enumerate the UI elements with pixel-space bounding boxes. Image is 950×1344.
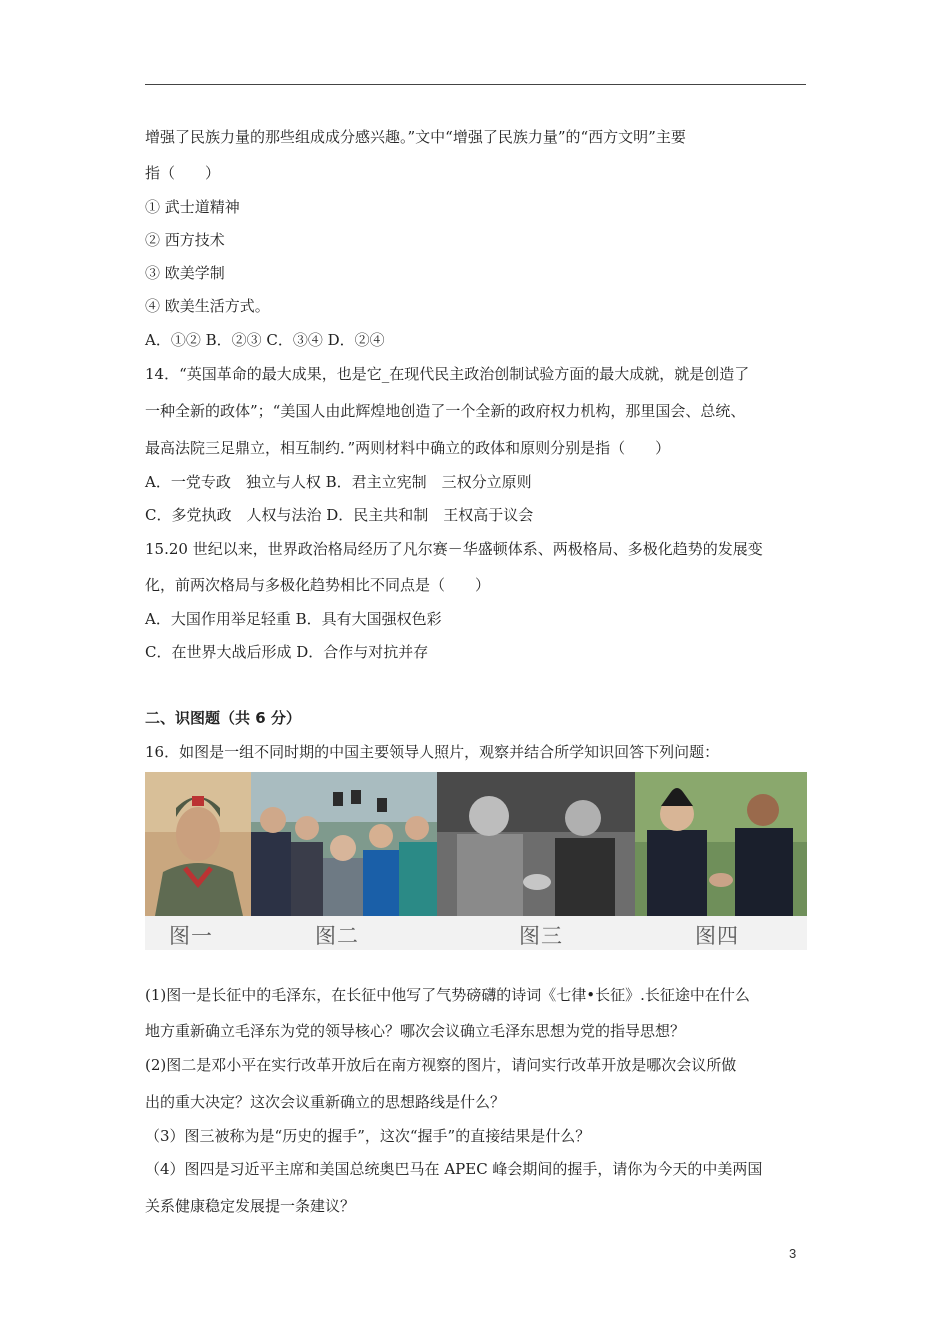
leader-photo-strip	[145, 772, 807, 950]
caption-1: 图一	[169, 924, 213, 948]
text-line: 地方重新确立毛泽东为党的领导核心？哪次会议确立毛泽东思想为党的指导思想？	[145, 1022, 686, 1040]
section-heading: 二、识图题（共 6 分）	[145, 709, 301, 727]
question-15: 15.20 世纪以来，世界政治格局经历了凡尔赛－华盛顿体系、两极格局、多极化趋势的发展变	[145, 540, 763, 558]
photo-handshake-bw	[437, 772, 635, 916]
photo-deng	[251, 772, 437, 916]
page-number: 3	[789, 1246, 797, 1261]
answer-choices: A．①② B．②③ C．③④ D．②④	[145, 331, 385, 349]
text-line: 一种全新的政体”；“美国人由此辉煌地创造了一个全新的政府权力机构，那里国会、总统、	[145, 402, 746, 420]
option-2: ② 西方技术	[145, 231, 225, 249]
option-4: ④ 欧美生活方式。	[145, 297, 270, 315]
caption-2: 图二	[315, 924, 359, 948]
option-1: ① 武士道精神	[145, 198, 240, 216]
sub-question-3: （3）图三被称为是“历史的握手”，这次“握手”的直接结果是什么？	[145, 1127, 591, 1145]
answer-choices: A．一党专政 独立与人权 B．君主立宪制 三权分立原则	[145, 473, 532, 491]
answer-choices: C．在世界大战后形成 D．合作与对抗并存	[145, 643, 429, 661]
answer-choices: A．大国作用举足轻重 B．具有大国强权色彩	[145, 610, 442, 628]
sub-question-2: (2)图二是邓小平在实行改革开放后在南方视察的图片，请问实行改革开放是哪次会议所做	[145, 1056, 737, 1074]
text-line: 出的重大决定？这次会议重新确立的思想路线是什么？	[145, 1093, 506, 1111]
text-line: 化，前两次格局与多极化趋势相比不同点是（ ）	[145, 576, 491, 594]
text-line: 指（ ）	[145, 164, 221, 182]
text-line: 关系健康稳定发展提一条建议？	[145, 1197, 356, 1215]
text-line: 增强了民族力量的那些组成成分感兴趣。”文中“增强了民族力量”的“西方文明”主要	[145, 128, 686, 146]
header-rule	[145, 84, 806, 85]
answer-choices: C．多党执政 人权与法治 D．民主共和制 王权高于议会	[145, 506, 534, 524]
caption-3: 图三	[519, 924, 563, 948]
text-line: 最高法院三足鼎立，相互制约．”两则材料中确立的政体和原则分别是指（ ）	[145, 439, 671, 457]
caption-4: 图四	[695, 924, 739, 948]
question-16: 16．如图是一组不同时期的中国主要领导人照片，观察并结合所学知识回答下列问题：	[145, 743, 720, 761]
photo-handshake-color	[635, 772, 807, 916]
sub-question-4: （4）图四是习近平主席和美国总统奥巴马在 APEC 峰会期间的握手，请你为今天的中美两国	[145, 1160, 763, 1178]
question-14: 14．“英国革命的最大成果，也是它_在现代民主政治创制试验方面的最大成就，就是创造了	[145, 365, 750, 383]
photo-mao	[145, 772, 251, 916]
option-3: ③ 欧美学制	[145, 264, 225, 282]
sub-question-1: (1)图一是长征中的毛泽东，在长征中他写了气势磅礴的诗词《七律•长征》.长征途中在什么	[145, 986, 750, 1004]
